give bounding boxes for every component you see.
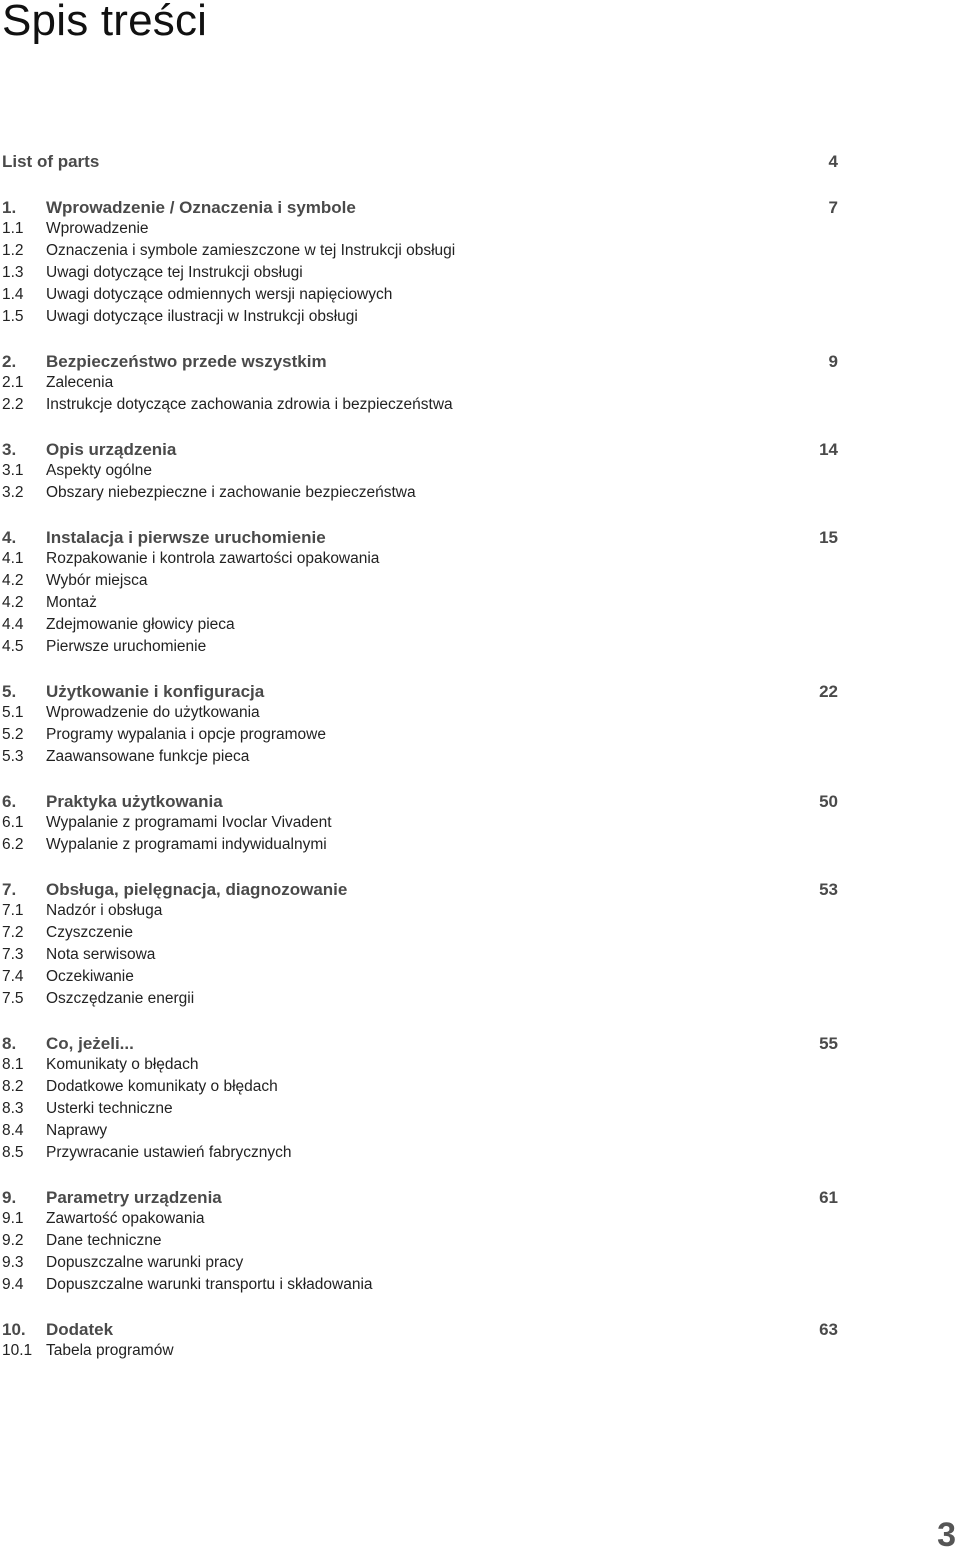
toc-subsection-row <box>0 1078 850 1100</box>
toc-number: 9.3 <box>2 1254 24 1271</box>
toc-number: 1.1 <box>2 220 24 237</box>
toc-section-row <box>0 682 850 704</box>
toc-label: Instalacja i pierwsze uruchomienie <box>46 528 326 547</box>
toc-subsection-row <box>0 968 850 990</box>
toc-number: 4.2 <box>2 594 24 611</box>
toc-number: 3.2 <box>2 484 24 501</box>
toc-label: Dodatek <box>46 1320 114 1339</box>
toc-label: Pierwsze uruchomienie <box>46 638 207 655</box>
toc-number: 4.4 <box>2 616 24 633</box>
toc-label: Wprowadzenie <box>46 220 149 237</box>
toc-subsection-row <box>0 462 850 484</box>
toc-label: Wybór miejsca <box>46 572 148 589</box>
toc-label: Co, jeżeli... <box>46 1034 134 1053</box>
toc-subsection-row <box>0 220 850 242</box>
toc-subsection-row <box>0 286 850 308</box>
toc-number: 6.2 <box>2 836 24 853</box>
toc-label: Programy wypalania i opcje programowe <box>46 726 326 743</box>
toc-section-row <box>0 1034 850 1056</box>
toc-label: Zawartość opakowania <box>46 1210 205 1227</box>
toc-label: Dopuszczalne warunki transportu i składowania <box>46 1276 373 1293</box>
toc-label: Wprowadzenie / Oznaczenia i symbole <box>46 198 356 217</box>
toc-label: Dane techniczne <box>46 1232 162 1249</box>
toc-number: 7.2 <box>2 924 24 941</box>
toc-label: Uwagi dotyczące odmiennych wersji napięciowych <box>46 286 393 303</box>
toc-number: 9.1 <box>2 1210 24 1227</box>
toc-page-number: 53 <box>819 880 838 899</box>
toc-page-number: 14 <box>819 440 838 459</box>
toc-subsection-row <box>0 638 850 660</box>
toc-label: Oznaczenia i symbole zamieszczone w tej Instrukcji obsługi <box>46 242 456 259</box>
toc-label: Obsługa, pielęgnacja, diagnozowanie <box>46 880 348 899</box>
toc-section-row <box>0 880 850 902</box>
toc-subsection-row <box>0 1342 850 1364</box>
toc-subsection-row <box>0 1232 850 1254</box>
toc-subsection-row <box>0 924 850 946</box>
toc-label: Tabela programów <box>46 1342 174 1359</box>
toc-number: 9.2 <box>2 1232 24 1249</box>
toc-label: Naprawy <box>46 1122 108 1139</box>
toc-page-number: 7 <box>828 198 838 217</box>
toc-label: Opis urządzenia <box>46 440 177 459</box>
toc-number: 8. <box>2 1034 17 1053</box>
toc-label: Usterki techniczne <box>46 1100 173 1117</box>
toc-subsection-row <box>0 594 850 616</box>
toc-label: Obszary niebezpieczne i zachowanie bezpieczeństwa <box>46 484 416 501</box>
toc-label: Aspekty ogólne <box>46 462 152 479</box>
toc-subsection-row <box>0 1100 850 1122</box>
toc-label: Uwagi dotyczące tej Instrukcji obsługi <box>46 264 303 281</box>
toc-number: 5. <box>2 682 17 701</box>
toc-number: 3. <box>2 440 17 459</box>
toc-subsection-row <box>0 242 850 264</box>
toc-subsection-row <box>0 264 850 286</box>
toc-number: 8.1 <box>2 1056 24 1073</box>
toc-label: Praktyka użytkowania <box>46 792 223 811</box>
toc-subsection-row <box>0 1056 850 1078</box>
toc-label: Nadzór i obsługa <box>46 902 163 919</box>
toc-subsection-row <box>0 1122 850 1144</box>
page-number: 3 <box>937 1516 956 1554</box>
toc-label: Przywracanie ustawień fabrycznych <box>46 1144 292 1161</box>
toc-number: 7.4 <box>2 968 24 985</box>
toc-subsection-row <box>0 990 850 1012</box>
toc-number: 8.5 <box>2 1144 24 1161</box>
toc-page-number: 9 <box>828 352 838 371</box>
toc-label: Uwagi dotyczące ilustracji w Instrukcji obsługi <box>46 308 358 325</box>
toc-number: 6.1 <box>2 814 24 831</box>
toc-subsection-row <box>0 308 850 330</box>
toc-section-row <box>0 792 850 814</box>
toc-number: 10.1 <box>2 1342 33 1359</box>
toc-page-number: 55 <box>819 1034 838 1053</box>
toc-label: Komunikaty o błędach <box>46 1056 199 1073</box>
toc-subsection-row <box>0 374 850 396</box>
toc-subsection-row <box>0 616 850 638</box>
toc-label: Oczekiwanie <box>46 968 134 985</box>
toc-section-row <box>0 352 850 374</box>
toc-number: 5.2 <box>2 726 24 743</box>
toc-label: Nota serwisowa <box>46 946 156 963</box>
toc-section-row <box>0 440 850 462</box>
toc-subsection-row <box>0 1210 850 1232</box>
toc-label: Czyszczenie <box>46 924 133 941</box>
toc-subsection-row <box>0 946 850 968</box>
toc-label: Oszczędzanie energii <box>46 990 195 1007</box>
toc-section-row <box>0 198 850 220</box>
toc-number: 2.1 <box>2 374 24 391</box>
toc-subsection-row <box>0 572 850 594</box>
toc-label: Użytkowanie i konfiguracja <box>46 682 265 701</box>
toc-number: 7.1 <box>2 902 24 919</box>
toc-label: Zalecenia <box>46 374 114 391</box>
toc-label: Zaawansowane funkcje pieca <box>46 748 250 765</box>
toc-label: Bezpieczeństwo przede wszystkim <box>46 352 327 371</box>
toc-page-number: 15 <box>819 528 838 547</box>
toc-number: 7.3 <box>2 946 24 963</box>
toc-number: 4. <box>2 528 17 547</box>
toc-subsection-row <box>0 836 850 858</box>
toc-number: 1.2 <box>2 242 24 259</box>
toc-page-number: 22 <box>819 682 838 701</box>
toc-label: Rozpakowanie i kontrola zawartości opakowania <box>46 550 380 567</box>
toc-page-number: 4 <box>828 152 838 171</box>
toc-label: Wypalanie z programami indywidualnymi <box>46 836 327 853</box>
toc-subsection-row <box>0 396 850 418</box>
toc-number: 5.1 <box>2 704 24 721</box>
toc-label: Wypalanie z programami Ivoclar Vivadent <box>46 814 332 831</box>
page-title: Spis treści <box>2 0 208 45</box>
toc-label: Parametry urządzenia <box>46 1188 222 1207</box>
toc-number: 8.4 <box>2 1122 24 1139</box>
toc-subsection-row <box>0 704 850 726</box>
toc-label: Wprowadzenie do użytkowania <box>46 704 260 721</box>
toc-number: 1.5 <box>2 308 24 325</box>
toc-number: 5.3 <box>2 748 24 765</box>
toc-subsection-row <box>0 484 850 506</box>
toc-label: Dopuszczalne warunki pracy <box>46 1254 244 1271</box>
toc-subsection-row <box>0 550 850 572</box>
toc-section-row <box>0 1188 850 1210</box>
toc-subsection-row <box>0 1254 850 1276</box>
toc-subsection-row <box>0 748 850 770</box>
toc-label: Zdejmowanie głowicy pieca <box>46 616 235 633</box>
toc-label: Instrukcje dotyczące zachowania zdrowia i bezpieczeństwa <box>46 396 453 413</box>
toc-subsection-row <box>0 1144 850 1166</box>
toc-number: 1.4 <box>2 286 24 303</box>
toc-page-number: 50 <box>819 792 838 811</box>
toc-number: 9. <box>2 1188 17 1207</box>
toc-subsection-row <box>0 814 850 836</box>
toc-subsection-row <box>0 902 850 924</box>
toc-page-number: 63 <box>819 1320 838 1339</box>
toc-subsection-row <box>0 1276 850 1298</box>
toc-number: 1.3 <box>2 264 24 281</box>
toc-subsection-row <box>0 726 850 748</box>
toc-number: 4.2 <box>2 572 24 589</box>
toc-number: 3.1 <box>2 462 24 479</box>
toc-label: Dodatkowe komunikaty o błędach <box>46 1078 278 1095</box>
toc-number: 8.3 <box>2 1100 24 1117</box>
toc-number: 2. <box>2 352 17 371</box>
toc-number: 1. <box>2 198 17 217</box>
toc-number: 9.4 <box>2 1276 24 1293</box>
toc-page-number: 61 <box>819 1188 838 1207</box>
toc-number: 4.5 <box>2 638 24 655</box>
toc-label: Montaż <box>46 594 97 611</box>
toc-number: 6. <box>2 792 17 811</box>
toc-number: 4.1 <box>2 550 24 567</box>
toc-section-row <box>0 528 850 550</box>
toc-label: List of parts <box>2 152 100 171</box>
toc-section-row <box>0 152 850 174</box>
toc-number: 8.2 <box>2 1078 24 1095</box>
toc-number: 7. <box>2 880 17 899</box>
toc-number: 7.5 <box>2 990 24 1007</box>
toc-section-row <box>0 1320 850 1342</box>
toc-number: 2.2 <box>2 396 24 413</box>
toc-number: 10. <box>2 1320 26 1339</box>
